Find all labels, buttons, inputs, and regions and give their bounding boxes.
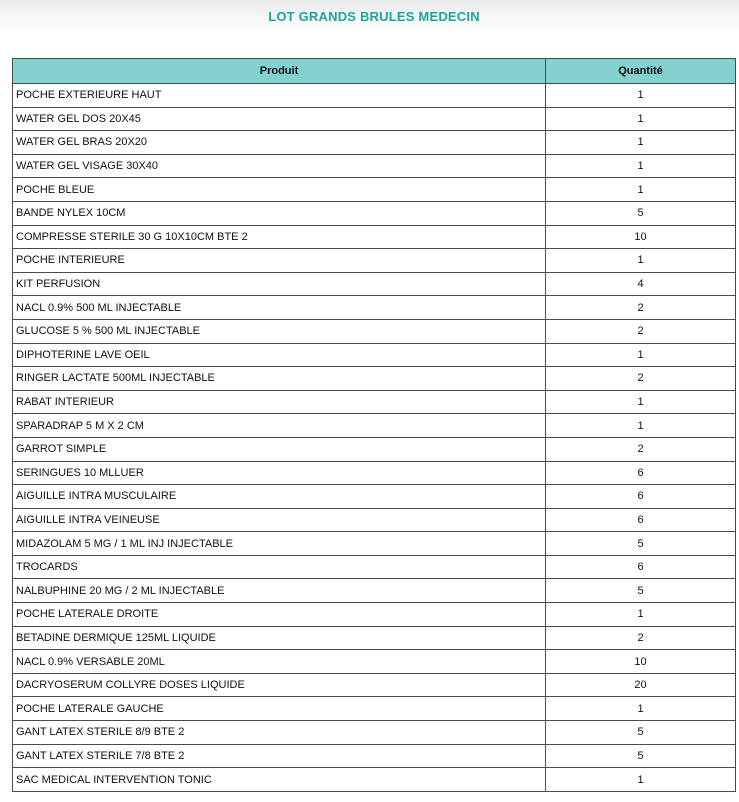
column-header-quantity: Quantité [546, 59, 736, 84]
table-row [13, 178, 736, 202]
quantity-cell: 5 [546, 579, 736, 603]
product-cell: WATER GEL VISAGE 30X40 [13, 154, 546, 178]
table-row [13, 579, 736, 603]
table-row [13, 603, 736, 627]
column-header-product: Produit [13, 59, 546, 84]
table-row [13, 461, 736, 485]
product-cell: RABAT INTERIEUR [13, 390, 546, 414]
quantity-cell: 1 [546, 154, 736, 178]
quantity-cell: 2 [546, 626, 736, 650]
table-row [13, 555, 736, 579]
product-cell: NACL 0.9% VERSABLE 20ML [13, 650, 546, 674]
quantity-cell: 1 [546, 390, 736, 414]
product-cell: SPARADRAP 5 M X 2 CM [13, 414, 546, 438]
table-row [13, 768, 736, 792]
product-cell: COMPRESSE STERILE 30 G 10X10CM BTE 2 [13, 225, 546, 249]
product-cell: POCHE LATERALE GAUCHE [13, 697, 546, 721]
product-cell: POCHE LATERALE DROITE [13, 603, 546, 627]
product-cell: GLUCOSE 5 % 500 ML INJECTABLE [13, 319, 546, 343]
table-row [13, 272, 736, 296]
table-row [13, 650, 736, 674]
page-title: LOT GRANDS BRULES MEDECIN [268, 9, 480, 24]
product-cell: KIT PERFUSION [13, 272, 546, 296]
quantity-cell: 5 [546, 744, 736, 768]
quantity-cell: 6 [546, 461, 736, 485]
quantity-cell: 1 [546, 697, 736, 721]
product-cell: POCHE BLEUE [13, 178, 546, 202]
product-cell: AIGUILLE INTRA MUSCULAIRE [13, 485, 546, 509]
quantity-cell: 1 [546, 603, 736, 627]
quantity-cell: 1 [546, 178, 736, 202]
table-row [13, 107, 736, 131]
quantity-cell: 1 [546, 84, 736, 108]
table-row [13, 485, 736, 509]
table-row [13, 508, 736, 532]
table-row [13, 319, 736, 343]
product-cell: POCHE EXTERIEURE HAUT [13, 84, 546, 108]
product-cell: BETADINE DERMIQUE 125ML LIQUIDE [13, 626, 546, 650]
table-row [13, 744, 736, 768]
quantity-cell: 5 [546, 201, 736, 225]
table-row [13, 673, 736, 697]
table-row [13, 626, 736, 650]
quantity-cell: 2 [546, 296, 736, 320]
product-cell: RINGER LACTATE 500ML INJECTABLE [13, 367, 546, 391]
table-row [13, 414, 736, 438]
table-row [13, 154, 736, 178]
table-header-row [13, 59, 736, 84]
product-cell: WATER GEL BRAS 20X20 [13, 131, 546, 155]
product-cell: GANT LATEX STERILE 7/8 BTE 2 [13, 744, 546, 768]
table-row [13, 532, 736, 556]
quantity-cell: 4 [546, 272, 736, 296]
quantity-cell: 10 [546, 650, 736, 674]
quantity-cell: 2 [546, 319, 736, 343]
quantity-cell: 20 [546, 673, 736, 697]
product-cell: DACRYOSERUM COLLYRE DOSES LIQUIDE [13, 673, 546, 697]
quantity-cell: 1 [546, 131, 736, 155]
product-cell: SERINGUES 10 MLLUER [13, 461, 546, 485]
product-cell: NACL 0.9% 500 ML INJECTABLE [13, 296, 546, 320]
product-cell: GARROT SIMPLE [13, 437, 546, 461]
table-body [13, 84, 736, 792]
quantity-cell: 2 [546, 437, 736, 461]
quantity-cell: 1 [546, 414, 736, 438]
quantity-cell: 6 [546, 555, 736, 579]
quantity-cell: 6 [546, 485, 736, 509]
product-cell: POCHE INTERIEURE [13, 249, 546, 273]
quantity-cell: 5 [546, 721, 736, 745]
table-row [13, 84, 736, 108]
table-row [13, 390, 736, 414]
product-cell: AIGUILLE INTRA VEINEUSE [13, 508, 546, 532]
table-row [13, 343, 736, 367]
table-row [13, 201, 736, 225]
table-row [13, 437, 736, 461]
product-cell: NALBUPHINE 20 MG / 2 ML INJECTABLE [13, 579, 546, 603]
table-row [13, 697, 736, 721]
product-cell: GANT LATEX STERILE 8/9 BTE 2 [13, 721, 546, 745]
table-row [13, 225, 736, 249]
quantity-cell: 1 [546, 768, 736, 792]
quantity-cell: 2 [546, 367, 736, 391]
table-row [13, 131, 736, 155]
table-row [13, 249, 736, 273]
quantity-cell: 1 [546, 343, 736, 367]
table-row [13, 721, 736, 745]
product-table [12, 58, 736, 792]
table-row [13, 296, 736, 320]
quantity-cell: 5 [546, 532, 736, 556]
quantity-cell: 1 [546, 249, 736, 273]
product-cell: TROCARDS [13, 555, 546, 579]
product-cell: MIDAZOLAM 5 MG / 1 ML INJ INJECTABLE [13, 532, 546, 556]
product-cell: BANDE NYLEX 10CM [13, 201, 546, 225]
quantity-cell: 6 [546, 508, 736, 532]
product-cell: SAC MEDICAL INTERVENTION TONIC [13, 768, 546, 792]
quantity-cell: 1 [546, 107, 736, 131]
quantity-cell: 10 [546, 225, 736, 249]
product-cell: DIPHOTERINE LAVE OEIL [13, 343, 546, 367]
table-row [13, 367, 736, 391]
product-cell: WATER GEL DOS 20X45 [13, 107, 546, 131]
